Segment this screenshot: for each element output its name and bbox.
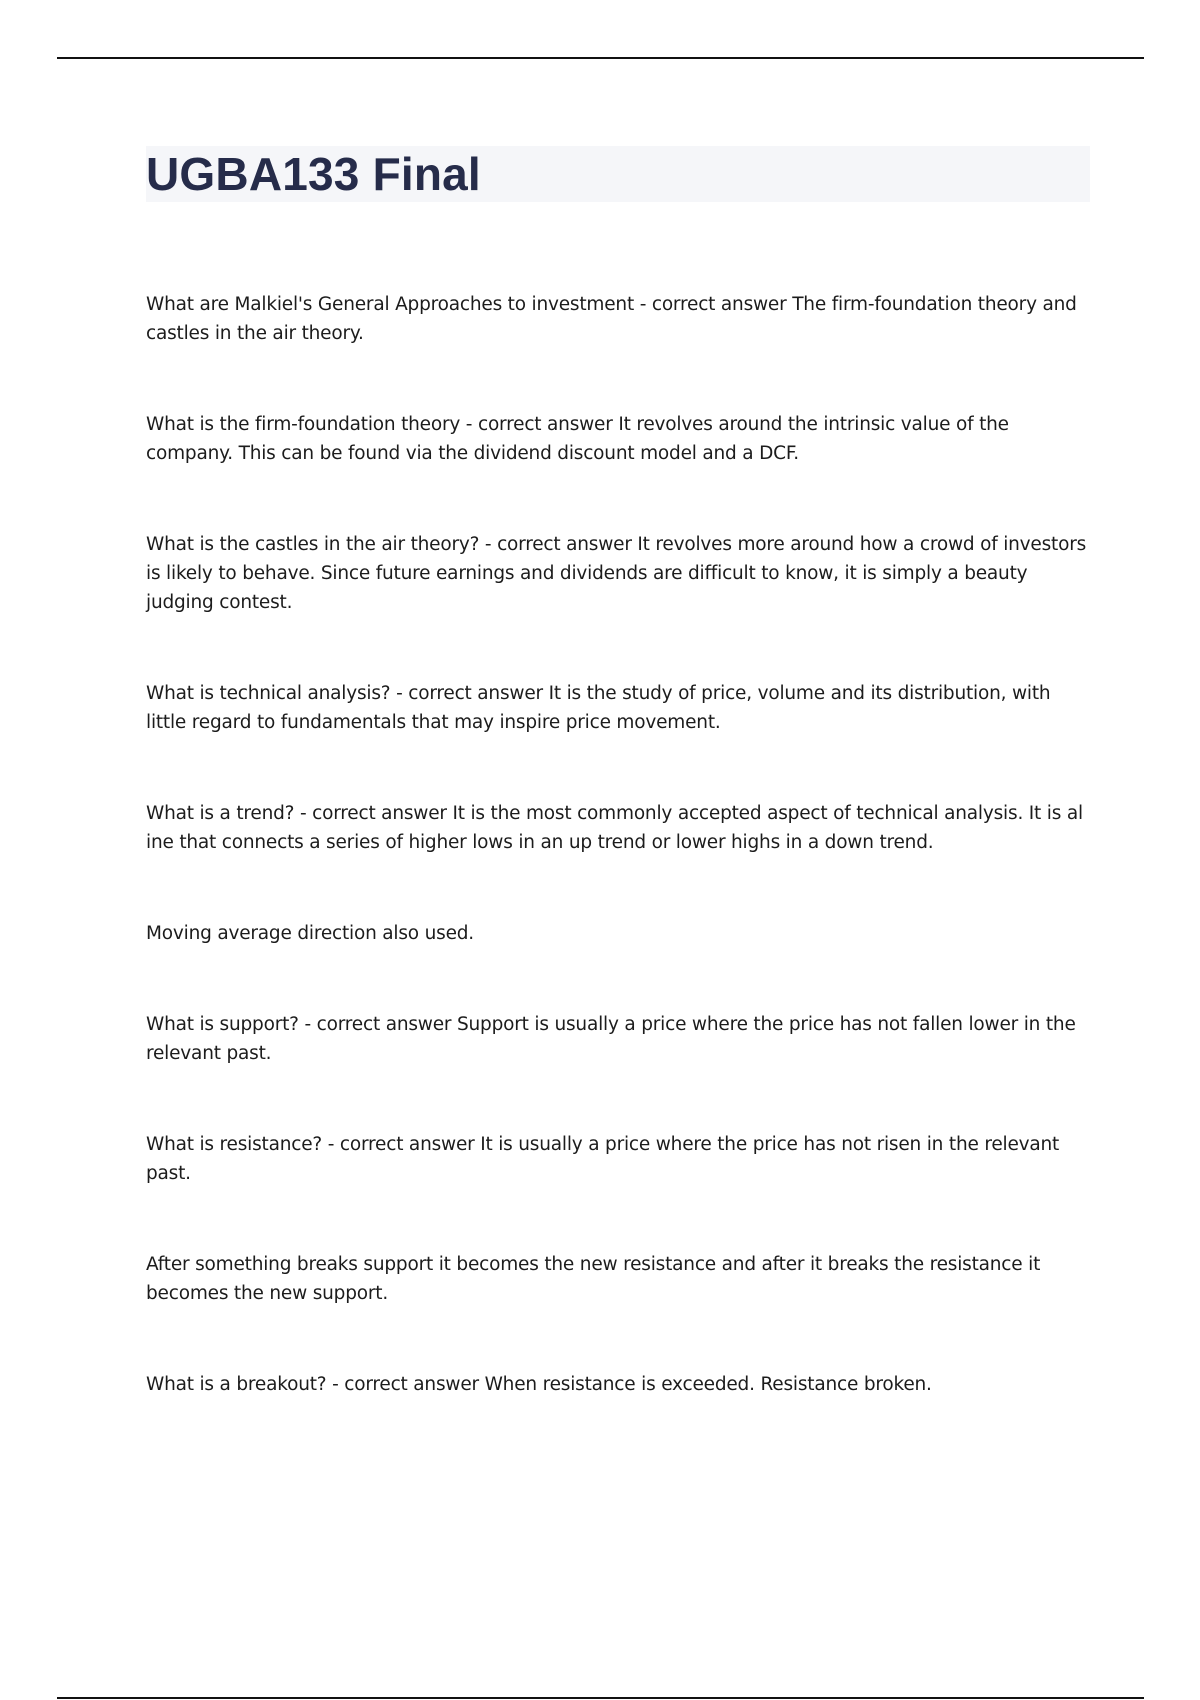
bottom-rule <box>57 1697 1144 1699</box>
qa-entry: What are Malkiel's General Approaches to investment - correct answer The firm-foundation theory and castles in the air theory. <box>146 294 1077 344</box>
qa-entry: What is a trend? - correct answer It is the most commonly accepted aspect of technical analysis. It is al ine that connects a series of higher lows in an up trend or lower highs in a down trend. <box>146 803 1083 853</box>
qa-entry: What is the firm-foundation theory - correct answer It revolves around the intrinsic value of the company. This can be found via the dividend discount model and a DCF. <box>146 414 1009 464</box>
qa-entry: After something breaks support it becomes the new resistance and after it breaks the resistance it becomes the new support. <box>146 1254 1041 1304</box>
qa-entry: What is support? - correct answer Support is usually a price where the price has not fallen lower in the relevant past. <box>146 1014 1076 1064</box>
qa-entry: Moving average direction also used. <box>146 923 474 944</box>
qa-entry: What is technical analysis? - correct answer It is the study of price, volume and its distribution, with little regard to fundamentals that may inspire price movement. <box>146 683 1051 733</box>
document-title: UGBA133 Final <box>146 148 481 200</box>
qa-entry: What is resistance? - correct answer It is usually a price where the price has not risen in the relevant past. <box>146 1134 1060 1184</box>
qa-entry: What is a breakout? - correct answer When resistance is exceeded. Resistance broken. <box>146 1374 932 1395</box>
qa-entry: What is the castles in the air theory? - correct answer It revolves more around how a crowd of investors is likely to behave. Since future earnings and dividends are difficult to know, it is simply a beauty judging contest. <box>146 534 1087 613</box>
qa-list <box>146 290 1096 1399</box>
top-rule <box>57 57 1144 59</box>
